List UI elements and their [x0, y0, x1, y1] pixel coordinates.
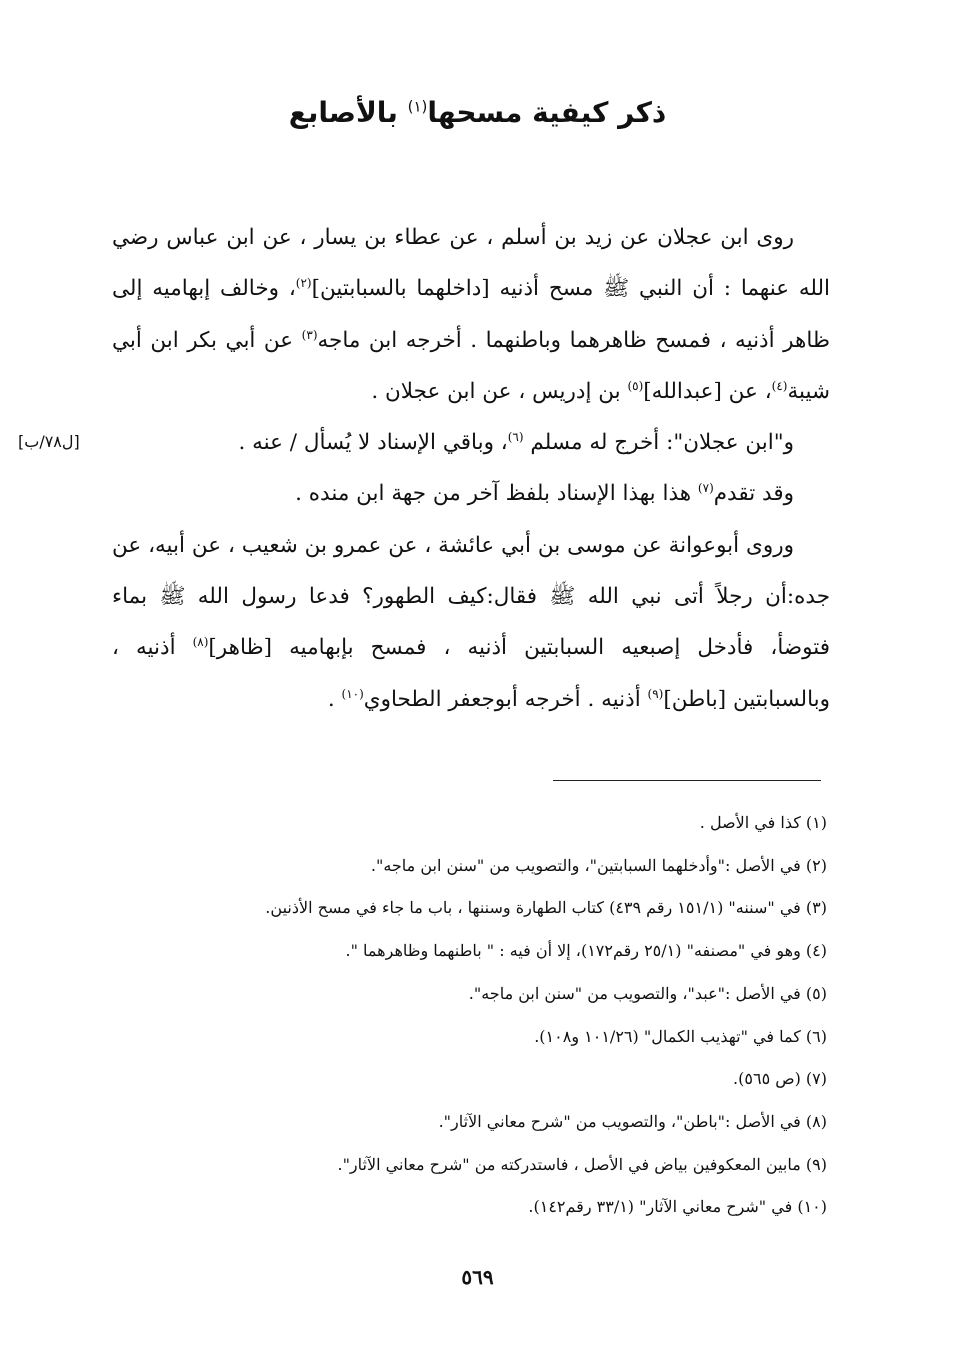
footnote-reference: (١٠): [341, 686, 364, 701]
footnote-item: (١٠) في "شرح معاني الآثار" (٣٣/١ رقم١٤٢).: [528, 1197, 827, 1217]
paragraph-text: ، وخالف إبهاميه إلى ظاهر أذنيه ، فمسح ظاهرهما وباطنهما . أخرجه ابن ماجه: [112, 276, 830, 353]
paragraph-text: وقد تقدم: [713, 481, 794, 507]
section-title: [0, 96, 955, 129]
main-text: [112, 212, 830, 725]
footnote-item: (٦) كما في "تهذيب الكمال" (١٠١/٢٦ و١٠٨).: [534, 1026, 827, 1046]
footnote-reference: (٦): [507, 430, 524, 445]
paragraph-text: .: [327, 686, 342, 712]
paragraph: [112, 417, 830, 468]
title-footnote-mark: (١): [407, 97, 428, 116]
footnote-separator: [553, 780, 821, 781]
footnote-reference: (٣): [301, 327, 318, 342]
paragraph-text: عن أبي بكر ابن أبي شيبة: [112, 327, 830, 404]
footnote-reference: (٩): [647, 686, 664, 701]
paragraph: [112, 468, 830, 519]
title-text: ذكر كيفية مسحها: [427, 96, 667, 129]
manuscript-folio-note: [ل٧٨/ب]: [18, 432, 80, 451]
footnote-item: (٥) في الأصل :"عبد"، والتصويب من "سنن ابن ماجه".: [468, 983, 827, 1003]
footnote-item: (٧) (ص ٥٦٥).: [733, 1069, 827, 1089]
paragraph-text: هذا بهذا الإسناد بلفظ آخر من جهة ابن منده .: [295, 481, 698, 507]
footnote-reference: (٥): [627, 378, 644, 393]
paragraph-text: روى ابن عجلان عن زيد بن أسلم ، عن عطاء بن يسار ، عن ابن عباس رضي الله عنهما : أن النبي ﷺ مسح أذنيه [داخلهما بالسبابتين]: [112, 225, 830, 302]
footnote-item: (٤) وهو في "مصنفه" (٢٥/١ رقم١٧٢)، إلا أن فيه : " باطنهما وظاهرهما ".: [345, 941, 827, 961]
paragraph-text: ، عن [عبدالله]: [643, 378, 772, 404]
paragraph-text: و"ابن عجلان": أخرج له مسلم: [523, 430, 794, 456]
page-number: ٥٦٩: [461, 1265, 494, 1289]
paragraph-text: أذنيه ، وبالسبابتين [باطن]: [112, 635, 830, 712]
paragraph: [112, 520, 830, 725]
paragraph-text: أذنيه . أخرجه أبوجعفر الطحاوي: [363, 686, 648, 712]
footnote-reference: (٨): [192, 635, 209, 650]
paragraph-text: بن إدريس ، عن ابن عجلان .: [371, 378, 628, 404]
paragraph: [112, 212, 830, 417]
footnote-item: (٨) في الأصل :"باطن"، والتصويب من "شرح معاني الآثار".: [438, 1111, 827, 1131]
title-rest: بالأصابع: [288, 96, 398, 129]
footnote-item: (٩) مابين المعكوفين بياض في الأصل ، فاستدركته من "شرح معاني الآثار".: [337, 1154, 827, 1174]
paragraph-text: ، وباقي الإسناد لا يُسأل / عنه .: [238, 430, 508, 456]
paragraph-text: وروى أبوعوانة عن موسى بن أبي عائشة ، عن عمرو بن شعيب ، عن أبيه، عن جده:أن رجلاً أتى نبي الله ﷺ فقال:كيف الطهور؟ فدعا رسول الله ﷺ بماء فتوضأ، فأدخل إصبعيه السبابتين أذنيه ، فمسح بإبهاميه [ظاهر]: [112, 532, 831, 661]
footnote-reference: (٢): [295, 276, 312, 291]
footnote-item: (٣) في "سننه" (١٥١/١ رقم ٤٣٩) كتاب الطهارة وسننها ، باب ما جاء في مسح الأذنين.: [265, 898, 827, 918]
footnote-reference: (٤): [771, 378, 788, 393]
footnotes: [112, 802, 827, 1229]
footnote-reference: (٧): [697, 481, 714, 496]
footnote-item: (١) كذا في الأصل .: [699, 813, 827, 832]
footnote-item: (٢) في الأصل :"وأدخلهما السبابتين"، والتصويب من "سنن ابن ماجه".: [370, 855, 827, 875]
